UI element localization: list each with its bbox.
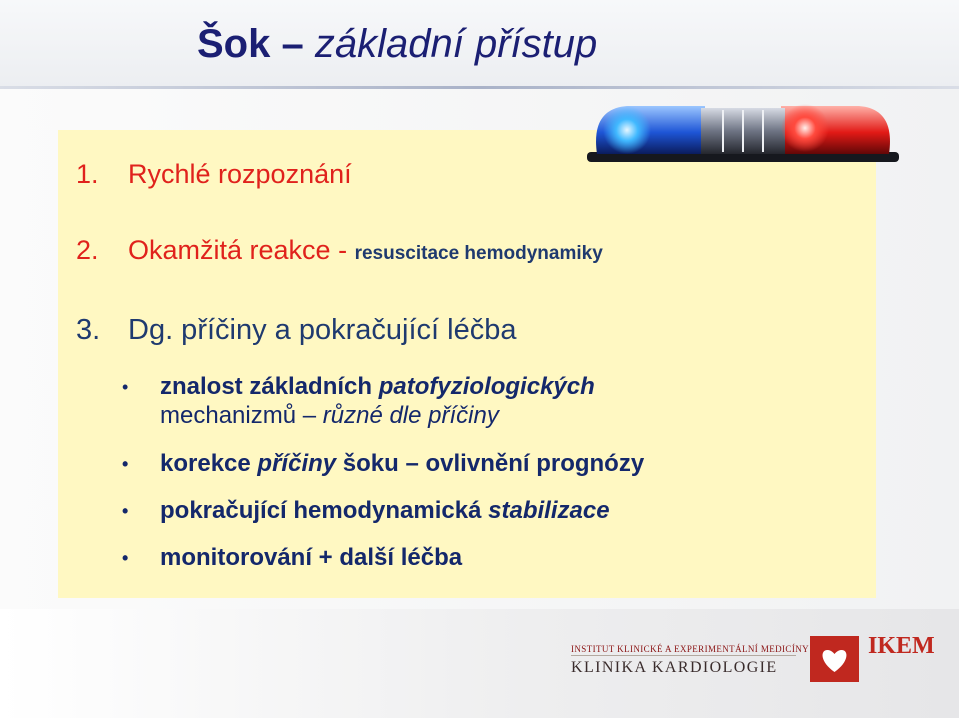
bullet-text: korekce xyxy=(160,450,251,477)
footer-divider xyxy=(571,655,796,656)
slide-title xyxy=(197,12,597,76)
heart-logo-icon xyxy=(810,636,859,682)
list-item-1 xyxy=(76,157,352,191)
list-item-2 xyxy=(76,233,603,271)
bullet-text: různé dle příčiny xyxy=(322,402,499,429)
bullet-item-4 xyxy=(122,543,644,572)
list-detail: resuscitace hemodynamiky xyxy=(354,243,603,264)
list-text: Dg. příčiny a pokračující léčba xyxy=(128,314,517,346)
list-item-3 xyxy=(76,312,516,348)
list-number: 2. xyxy=(76,235,99,265)
bullet-text: znalost základních xyxy=(160,373,373,400)
bullet-text: pokračující hemodynamická xyxy=(160,497,482,524)
list-text: Rychlé rozpoznání xyxy=(128,159,352,189)
bullet-text: příčiny xyxy=(257,450,337,477)
bullet-text: monitorování + další léčba xyxy=(160,544,463,571)
clinic-name: KLINIKA KARDIOLOGIE xyxy=(571,659,778,676)
ikem-logo-icon: IKEM xyxy=(868,633,935,659)
bullet-list xyxy=(122,372,644,572)
bullet-text: mechanizmů – xyxy=(160,402,317,429)
bullet-text: stabilizace xyxy=(488,497,610,524)
bullet-item-3 xyxy=(122,496,644,525)
slide-title-bold: Šok – xyxy=(197,22,304,66)
bullet-text: patofyziologických xyxy=(378,373,595,400)
bullet-item-1 xyxy=(122,372,644,430)
bullet-item-2 xyxy=(122,449,644,478)
slide-title-italic: základní přístup xyxy=(314,22,598,66)
institute-name: INSTITUT KLINICKÉ A EXPERIMENTÁLNÍ MEDICÍNY xyxy=(571,644,810,654)
bullet-text: šoku – ovlivnění prognózy xyxy=(342,450,645,477)
list-number: 1. xyxy=(76,159,99,189)
list-number: 3. xyxy=(76,314,101,346)
list-text: Okamžitá reakce - xyxy=(128,235,348,265)
siren-light-icon xyxy=(583,100,903,164)
